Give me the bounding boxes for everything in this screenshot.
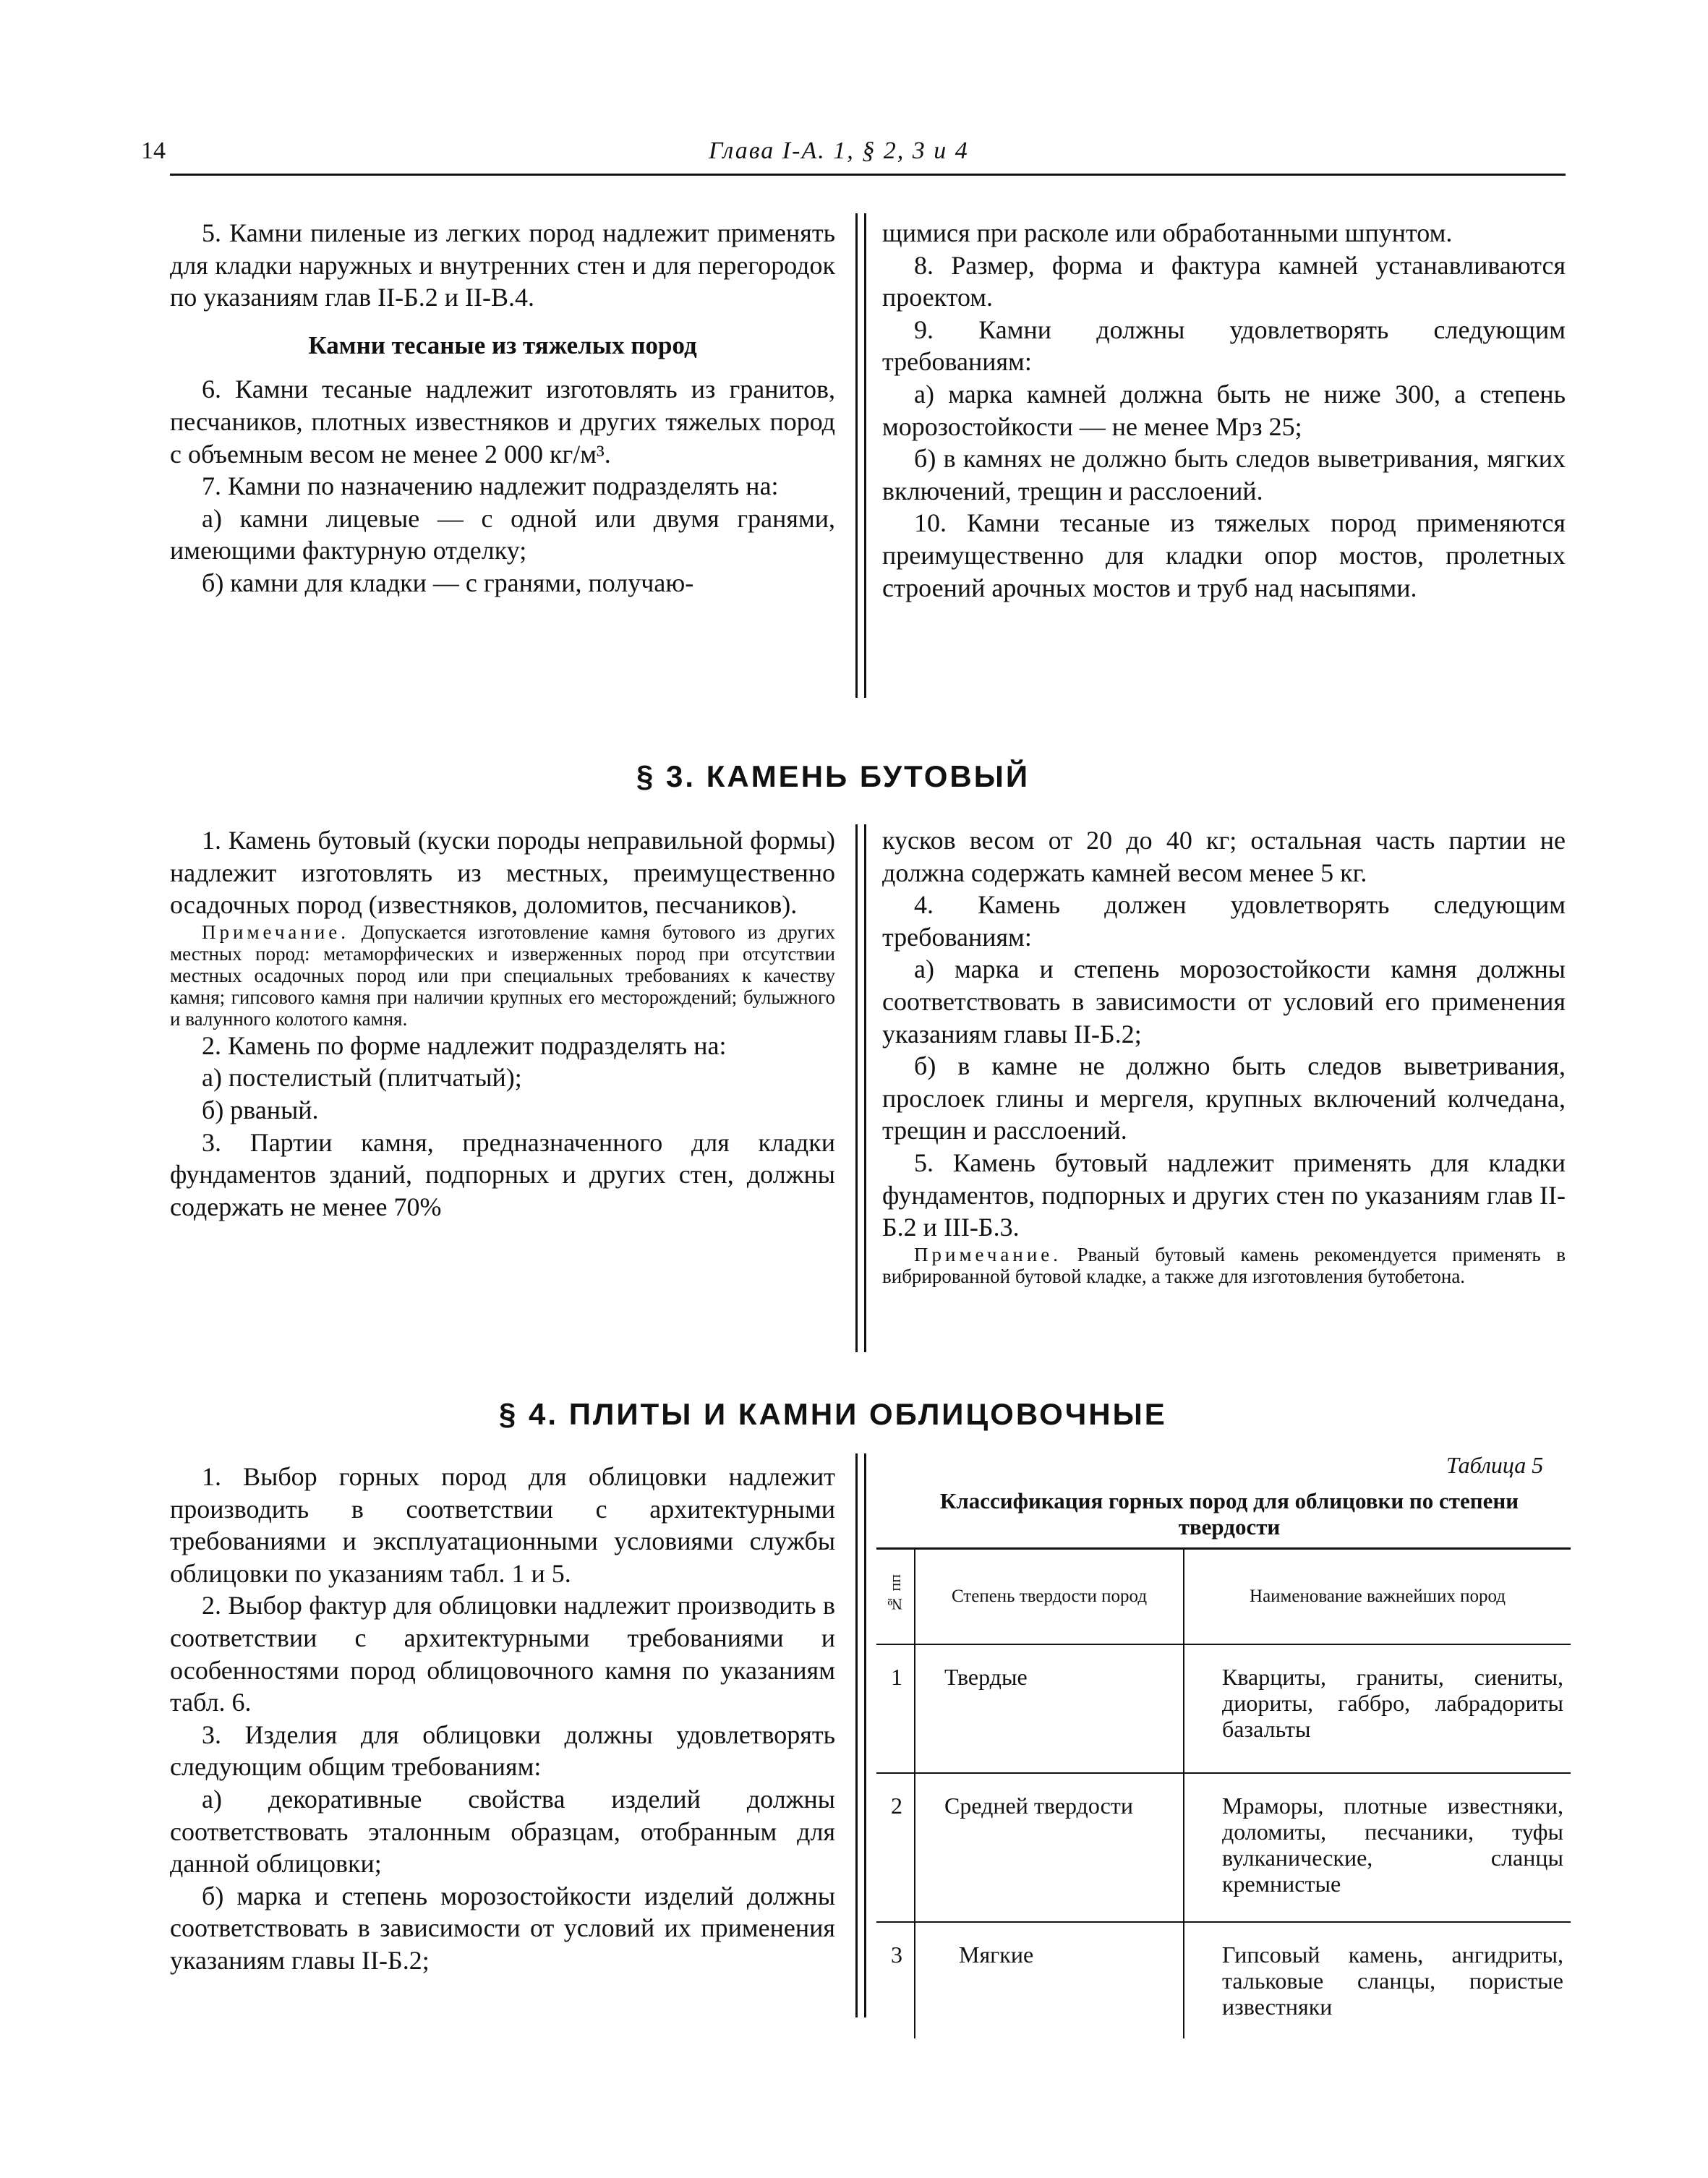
hardness-table <box>876 1547 1571 2038</box>
cell-hardness: Средней твердости <box>915 1773 1184 1922</box>
paragraph: 4. Камень должен удовлетворять следующим требованиям: <box>882 890 1566 952</box>
cell-number: 1 <box>891 1664 902 1690</box>
cell-rock-names: Гипсовый камень, ангидриты, тальковые сланцы, пористые известняки <box>1184 1922 1571 2038</box>
column-divider <box>855 213 866 698</box>
running-header: Глава I-A. 1, § 2, 3 и 4 <box>709 137 969 164</box>
table-caption: Таблица 5 <box>1446 1452 1544 1478</box>
list-item: а) марка камней должна быть не ниже 300, а степень морозостойкости — не менее Мрз 25; <box>882 379 1566 441</box>
list-item: а) декоративные свойства изделий должны соответствовать эталонным образцам, отобранным для данной облицовки; <box>170 1784 835 1879</box>
paragraph: 5. Камни пиленые из легких пород надлежит применять для кладки наружных и внутренних стен и для перегородок по указаниям глав II-Б.2 и II-В.4. <box>170 218 835 312</box>
column-divider <box>855 824 866 1352</box>
note <box>170 921 835 1030</box>
table-header-row <box>876 1549 1571 1645</box>
list-item: б) камни для кладки — с гранями, получаю- <box>202 568 694 597</box>
paragraph: 3. Партии камня, предназначенного для кладки фундаментов зданий, подпорных и других стен, должны содержать не менее 70% <box>170 1127 835 1221</box>
paragraph: 9. Камни должны удовлетворять следующим требованиям: <box>882 315 1566 377</box>
header-number: № пп <box>876 1549 915 1645</box>
paragraph: щимися при расколе или обработанными шпунтом. <box>882 218 1453 247</box>
paragraph: 10. Камни тесаные из тяжелых пород применяются преимущественно для кладки опор мостов, пролетных строений арочных мостов и труб над насыпями. <box>882 508 1566 602</box>
paragraph: кусков весом от 20 до 40 кг; остальная часть партии не должна содержать камней весом менее 5 кг. <box>882 826 1566 887</box>
paragraph: 1. Выбор горных пород для облицовки надлежит производить в соответствии с архитектурными требованиями и эксплуатационными условиями службы облицовки по указаниям табл. 1 и 5. <box>170 1462 835 1588</box>
cell-rock-names: Кварциты, граниты, сиениты, диориты, габбро, лабрадориты базальты <box>1184 1644 1571 1773</box>
paragraph: 2. Камень по форме надлежит подразделять на: <box>202 1030 727 1060</box>
table-row <box>876 1773 1571 1922</box>
table-row <box>876 1644 1571 1773</box>
list-item: б) марка и степень морозостойкости изделий должны соответствовать в зависимости от условий их применения указаниям главы II-Б.2; <box>170 1881 835 1975</box>
table-row <box>876 1922 1571 2038</box>
header-hardness: Степень твердости пород <box>915 1549 1184 1645</box>
paragraph: 7. Камни по назначению надлежит подразделять на: <box>202 471 779 501</box>
note-text: Допускается изготовление камня бутового из других местных пород: метаморфических и изверженных пород при отсутствии местных осадочных пород или при специальных требованиях к качеству камня; гипсового камня при наличии крупных его месторождений; булыжного и валунного колотого камня. <box>170 921 836 1030</box>
list-item: б) рваный. <box>202 1095 319 1124</box>
paragraph: 1. Камень бутовый (куски породы неправильной формы) надлежит изготовлять из местных, преимущественно осадочных пород (известняков, доломитов, песчаников). <box>170 826 835 920</box>
paragraph: 2. Выбор фактур для облицовки надлежит производить в соответствии с архитектурными требованиями и особенностями пород облицовочного камня по указаниям табл. 6. <box>170 1591 835 1717</box>
list-item: б) в камнях не должно быть следов выветривания, мягких включений, трещин и расслоений. <box>882 444 1566 505</box>
note-text: Рваный бутовый камень рекомендуется применять в вибрированной бутовой кладке, а также для изготовления бутобетона. <box>882 1243 1566 1287</box>
list-item: б) в камне не должно быть следов выветривания, прослоек глины и мергеля, крупных включений колчедана, трещин и расслоений. <box>882 1051 1566 1145</box>
paragraph: 5. Камень бутовый надлежит применять для кладки фундаментов, подпорных и других стен по указаниям глав II-Б.2 и III-Б.3. <box>882 1148 1566 1242</box>
page-number: 14 <box>141 137 166 164</box>
paragraph: 8. Размер, форма и фактура камней устанавливаются проектом. <box>882 250 1566 312</box>
column-divider <box>855 1453 866 2017</box>
sec4-left-column <box>170 1461 835 1977</box>
note-label: Примечание. <box>202 921 350 943</box>
cell-hardness: Мягкие <box>915 1922 1184 2038</box>
sec3-right-column <box>882 824 1566 1287</box>
list-item: а) камни лицевые — с одной или двумя гранями, имеющими фактурную отделку; <box>170 503 835 565</box>
cell-number: 2 <box>876 1773 915 1922</box>
header-rock-names: Наименование важнейших пород <box>1184 1549 1571 1645</box>
header-rule <box>170 174 1566 176</box>
sec2-left-column <box>170 217 835 599</box>
note <box>882 1244 1566 1287</box>
table-title: Классификация горных пород для облицовки по степени твердости <box>939 1488 1519 1539</box>
sec3-left-column <box>170 824 835 1223</box>
list-item: а) постелистый (плитчатый); <box>202 1063 522 1093</box>
cell-rock-names: Мраморы, плотные известняки, доломиты, песчаники, туфы вулканические, сланцы кремнистые <box>1184 1773 1571 1922</box>
note-label: Примечание. <box>914 1243 1062 1265</box>
cell-number: 3 <box>876 1922 915 2038</box>
cell-hardness: Твердые <box>915 1644 1184 1773</box>
section-3-title: § 3. КАМЕНЬ БУТОВЫЙ <box>636 759 1030 793</box>
sec2-right-column <box>882 217 1566 604</box>
subheading: Камни тесаные из тяжелых пород <box>308 330 697 359</box>
paragraph: 3. Изделия для облицовки должны удовлетворять следующим общим требованиям: <box>170 1720 835 1782</box>
section-4-title: § 4. ПЛИТЫ И КАМНИ ОБЛИЦОВОЧНЫЕ <box>499 1397 1167 1431</box>
list-item: а) марка и степень морозостойкости камня должны соответствовать в зависимости от условий его применения указаниям главы II-Б.2; <box>882 955 1566 1049</box>
paragraph: 6. Камни тесаные надлежит изготовлять из гранитов, песчаников, плотных известняков и других тяжелых пород с объемным весом не менее 2 000 кг/м³. <box>170 375 835 469</box>
